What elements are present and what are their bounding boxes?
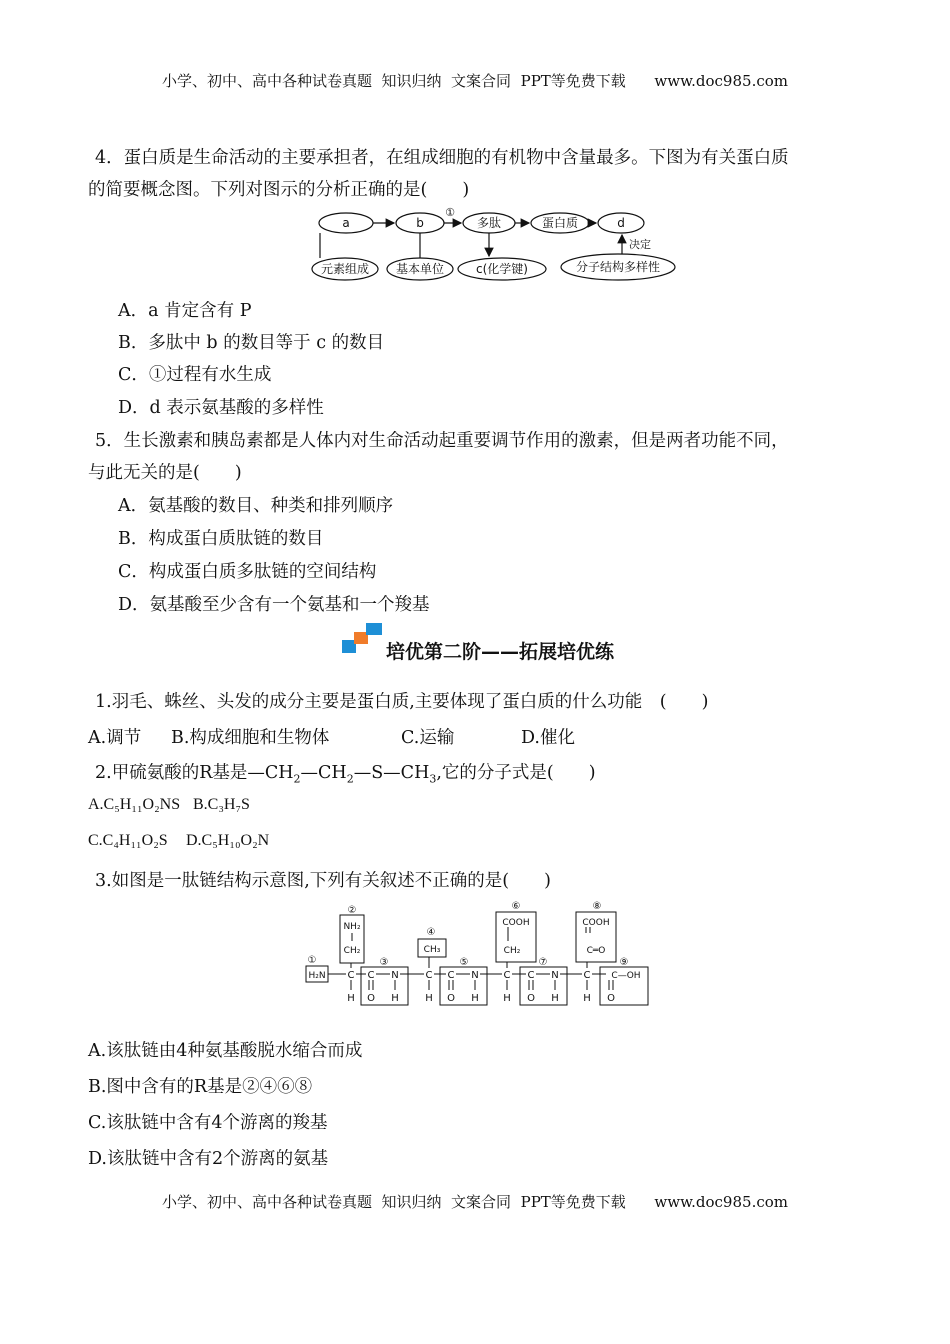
peptide-label-6: ⑥ [511, 901, 521, 912]
peptide-c: C [503, 970, 511, 981]
q5-option-b: B．构成蛋白质肽链的数目 [118, 529, 324, 549]
concept-node-peptide: 多肽 [476, 216, 502, 230]
s2-stem [95, 759, 596, 786]
peptide-h: H [471, 993, 479, 1004]
concept-node-d: d [617, 216, 625, 230]
peptide-ch3: CH₃ [423, 945, 441, 955]
q5-option-a: A．氨基酸的数目、种类和排列顺序 [118, 496, 394, 516]
peptide-h2n: H₂N [308, 971, 326, 981]
s1-option-d: D.催化 [521, 728, 575, 748]
peptide-o: O [367, 993, 375, 1004]
peptide-n: N [391, 970, 399, 981]
s1-option-a: A.调节 [88, 728, 142, 748]
peptide-cooh: COOH [582, 918, 610, 928]
peptide-h: H [425, 993, 433, 1004]
q5-stem-line2: 与此无关的是( ) [88, 463, 242, 483]
peptide-c-oh: C—OH [611, 971, 641, 981]
q4-option-a: A．a 肯定含有 P [118, 301, 252, 321]
peptide-c: C [367, 970, 375, 981]
page-header: 小学、初中、高中各种试卷真题 知识归纳 文案合同 PPT等免费下载 www.doc985.com [161, 72, 788, 90]
peptide-o: O [607, 993, 615, 1004]
peptide-h: H [583, 993, 591, 1004]
s2-option-a: A.C₅H₁₁O₂NS [88, 796, 181, 813]
peptide-c: C [347, 970, 355, 981]
s3-option-b: B.图中含有的R基是②④⑥⑧ [88, 1077, 313, 1097]
s3-option-d: D.该肽链中含有2个游离的氨基 [88, 1149, 329, 1169]
s3-option-c: C.该肽链中含有4个游离的羧基 [88, 1113, 328, 1133]
concept-label-unit: 基本单位 [395, 262, 445, 276]
peptide-ch2: CH₂ [343, 946, 361, 956]
q5-option-c: C．构成蛋白质多肽链的空间结构 [118, 562, 377, 582]
concept-label-bond: c(化学键) [476, 262, 528, 276]
peptide-label-1: ① [307, 955, 317, 966]
s2-stem-prefix: 2.甲硫氨酸的R基是—CH [95, 763, 294, 783]
q4-stem-line1: 4．蛋白质是生命活动的主要承担者，在组成细胞的有机物中含量最多。下图为有关蛋白质 [95, 148, 789, 168]
peptide-label-7: ⑦ [538, 957, 548, 968]
peptide-label-4: ④ [426, 927, 436, 938]
s3-option-a: A.该肽链由4种氨基酸脱水缩合而成 [88, 1041, 363, 1061]
q4-option-d: D．d 表示氨基酸的多样性 [118, 398, 324, 418]
page-footer: 小学、初中、高中各种试卷真题 知识归纳 文案合同 PPT等免费下载 www.doc985.com [161, 1193, 788, 1211]
section-logo-icon [342, 621, 384, 655]
concept-label-diversity: 分子结构多样性 [575, 260, 661, 274]
q4-option-b: B．多肽中 b 的数目等于 c 的数目 [118, 333, 385, 353]
peptide-h: H [551, 993, 559, 1004]
peptide-ch2: CH₂ [503, 946, 521, 956]
peptide-h: H [391, 993, 399, 1004]
peptide-o: O [527, 993, 535, 1004]
protein-concept-diagram [300, 205, 700, 285]
section-title: 培优第二阶——拓展培优练 [386, 641, 615, 663]
peptide-n: N [551, 970, 559, 981]
s1-option-c: C.运输 [401, 728, 455, 748]
s1-option-b: B.构成细胞和生物体 [171, 728, 330, 748]
peptide-h: H [503, 993, 511, 1004]
concept-label-decide: 决定 [629, 238, 651, 251]
peptide-c-double-o: C═O [586, 946, 606, 956]
q5-option-d: D．氨基酸至少含有一个氨基和一个羧基 [118, 595, 430, 615]
peptide-n: N [471, 970, 479, 981]
s2-stem-suffix: ,它的分子式是( ) [436, 763, 596, 783]
q4-stem-line2: 的简要概念图。下列对图示的分析正确的是( ) [88, 180, 470, 200]
s2-sub: 2 [293, 772, 301, 786]
q4-option-c: C．①过程有水生成 [118, 365, 272, 385]
peptide-label-8: ⑧ [592, 901, 602, 912]
s1-stem: 1.羽毛、蛛丝、头发的成分主要是蛋白质,主要体现了蛋白质的什么功能 ( ) [95, 692, 709, 712]
concept-label-elements: 元素组成 [320, 262, 370, 276]
s3-stem: 3.如图是一肽链结构示意图,下列有关叙述不正确的是( ) [95, 871, 551, 891]
s2-option-c: C.C₄H₁₁O₂S [88, 832, 168, 849]
peptide-label-2: ② [347, 905, 357, 916]
concept-node-b: b [416, 216, 424, 230]
peptide-c: C [583, 970, 591, 981]
peptide-label-5: ⑤ [459, 957, 469, 968]
peptide-c: C [425, 970, 433, 981]
q5-stem-line1: 5．生长激素和胰岛素都是人体内对生命活动起重要调节作用的激素，但是两者功能不同， [95, 431, 789, 451]
s2-option-b: B.C₃H₇S [193, 796, 250, 813]
s2-sub: 3 [429, 772, 437, 786]
concept-node-protein: 蛋白质 [541, 216, 579, 230]
peptide-c: C [527, 970, 535, 981]
peptide-nh2: NH₂ [343, 922, 361, 932]
peptide-cooh: COOH [502, 918, 530, 928]
peptide-c: C [447, 970, 455, 981]
s2-stem-mid2: —S—CH [353, 763, 430, 783]
s2-option-d: D.C₅H₁₀O₂N [186, 832, 270, 849]
peptide-label-9: ⑨ [619, 957, 629, 968]
concept-step-1: ① [445, 206, 455, 219]
s2-sub: 2 [346, 772, 354, 786]
peptide-h: H [347, 993, 355, 1004]
s2-stem-mid1: —CH [300, 763, 347, 783]
peptide-label-3: ③ [379, 957, 389, 968]
concept-node-a: a [342, 216, 350, 230]
peptide-structure-diagram [300, 897, 660, 1012]
peptide-o: O [447, 993, 455, 1004]
